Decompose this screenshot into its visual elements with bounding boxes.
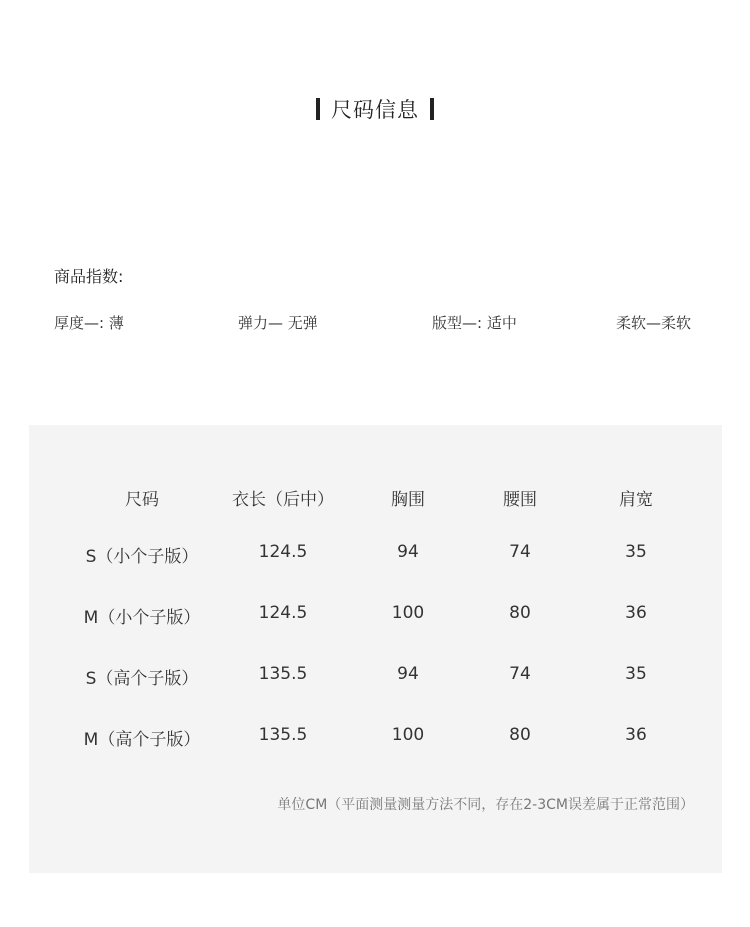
title-left-bar: [316, 98, 320, 120]
table-cell: 74: [509, 542, 531, 562]
table-cell: 35: [625, 664, 647, 684]
table-cell: S（高个子版）: [85, 669, 199, 689]
table-cell: 100: [391, 725, 425, 745]
size-table: [29, 425, 722, 873]
table-cell: 100: [391, 603, 425, 623]
table-cell: M（小个子版）: [83, 608, 201, 628]
index-thickness: 厚度—: 薄: [54, 314, 124, 332]
table-cell: 36: [625, 725, 647, 745]
table-cell: 80: [509, 725, 531, 745]
index-fit: 版型—: 适中: [432, 314, 517, 332]
table-header: 胸围: [391, 490, 425, 510]
table-cell: M（高个子版）: [83, 730, 201, 750]
section-title: [0, 94, 750, 124]
table-cell: 35: [625, 542, 647, 562]
product-index-label: 商品指数:: [54, 267, 124, 286]
table-header: 腰围: [503, 490, 537, 510]
measurement-note: 单位CM（平面测量测量方法不同，存在2-3CM误差属于正常范围）: [277, 797, 694, 813]
table-cell: 74: [509, 664, 531, 684]
product-index-row: [0, 312, 750, 332]
table-cell: 124.5: [258, 603, 308, 623]
title-right-bar: [430, 98, 434, 120]
table-cell: 124.5: [258, 542, 308, 562]
table-cell: 94: [397, 664, 419, 684]
index-softness: 柔软—柔软: [616, 314, 692, 332]
page-title: 尺码信息: [331, 98, 419, 122]
table-header: 尺码: [125, 490, 159, 510]
table-cell: 135.5: [258, 725, 308, 745]
table-cell: 36: [625, 603, 647, 623]
table-cell: 94: [397, 542, 419, 562]
table-header: 衣长（后中）: [232, 490, 334, 510]
table-header: 肩宽: [619, 490, 653, 510]
table-cell: S（小个子版）: [85, 547, 199, 567]
index-elasticity: 弹力— 无弹: [238, 314, 318, 332]
table-cell: 80: [509, 603, 531, 623]
table-cell: 135.5: [258, 664, 308, 684]
